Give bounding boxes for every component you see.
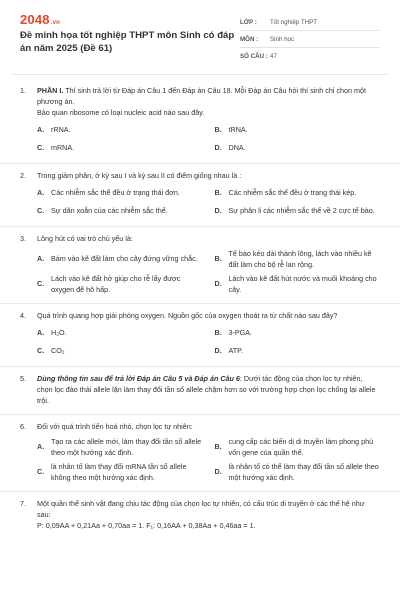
option-text: Sự dãn xoắn của các nhiễm sắc thể.	[51, 205, 168, 215]
question-4	[0, 304, 400, 367]
question-row	[20, 310, 380, 321]
question-body	[37, 373, 380, 406]
logo-main: 2048	[20, 12, 50, 27]
question-body	[37, 85, 380, 118]
question-2	[0, 164, 400, 227]
option-a[interactable]	[37, 186, 203, 200]
option-letter: C.	[37, 345, 45, 355]
option-letter: C.	[37, 279, 45, 289]
option-letter: A.	[37, 442, 45, 452]
option-letter: B.	[214, 254, 222, 264]
document-title: Đề minh họa tốt nghiệp THPT môn Sinh có đáp án năm 2025 (Đề 61)	[20, 30, 235, 54]
option-b[interactable]	[215, 186, 381, 200]
question-text: Bào quan ribosome có loại nucleic acid nào sau đây.	[37, 108, 205, 117]
question-row	[20, 373, 380, 406]
question-number: 2.	[20, 171, 26, 180]
options	[37, 123, 380, 155]
logo-suffix: .vn	[50, 20, 61, 26]
option-text: là nhân tố có thể làm thay đổi tần số allele theo một hướng xác định.	[228, 462, 379, 482]
option-text: là nhân tố làm thay đổi mRNA tần số allele không theo một hướng xác định.	[51, 462, 187, 482]
question-row	[20, 170, 380, 181]
option-text: DNA.	[228, 142, 246, 152]
question-number: 3.	[20, 234, 26, 243]
option-text: ATP.	[228, 345, 244, 355]
meta-label: SỐ CÂU :	[240, 53, 268, 60]
site-logo[interactable]	[20, 12, 235, 27]
option-letter: C.	[37, 467, 45, 477]
option-letter: D.	[214, 142, 222, 152]
option-c[interactable]	[37, 462, 203, 483]
question-row	[20, 85, 380, 118]
passage-text: : Dưới tác động của chọn lọc tự nhiên, chọn lọc đào thải allele lặn làm thay đổi tần số allele chậm hơn so với trường hợp chọn lọc chống lại allele trội.	[37, 374, 376, 405]
option-text: tRNA.	[228, 124, 248, 134]
question-5	[0, 367, 400, 415]
option-d[interactable]	[215, 141, 381, 155]
question-7	[0, 492, 400, 539]
section-label: PHẦN I.	[37, 86, 64, 95]
option-text: Tạo ra các allele mới, làm thay đổi tần số allele theo một hướng xác định.	[51, 437, 202, 457]
option-text: Tế bào kéo dài thành lông, lách vào nhiều kẽ đất làm cho bộ rễ lan rộng.	[228, 249, 372, 269]
question-body	[37, 421, 380, 432]
option-c[interactable]	[37, 204, 203, 218]
option-letter: B.	[214, 442, 222, 452]
question-number: 7.	[20, 499, 26, 508]
meta-row-count	[240, 48, 380, 65]
option-text: rRNA.	[51, 124, 71, 134]
option-letter: D.	[214, 279, 222, 289]
option-text: Sự phân li các nhiễm sắc thể về 2 cực tế bào.	[228, 205, 375, 215]
section-instructions: Thí sinh trả lời từ Đáp án Câu 1 đến Đáp án Câu 18. Mỗi Đáp án Câu hỏi thí sinh chỉ chọn một phương án.	[37, 86, 367, 106]
question-number: 6.	[20, 422, 26, 431]
option-text: Lách vào kẽ đất hở giúp cho rễ lấy được oxygen để hô hấp.	[51, 274, 181, 294]
header-left	[20, 12, 235, 74]
question-text: Một quần thể sinh vật đang chịu tác động của chọn lọc tự nhiên, có cấu trúc di truyền ở các thế hệ như sau:	[37, 499, 365, 519]
option-c[interactable]	[37, 274, 203, 295]
meta-label: LỚP :	[240, 18, 257, 26]
option-a[interactable]	[37, 437, 203, 458]
option-b[interactable]	[215, 326, 381, 340]
option-letter: D.	[214, 205, 222, 215]
meta-row-class	[240, 14, 380, 31]
question-body	[37, 498, 380, 531]
question-body	[37, 310, 380, 321]
question-subtext: P: 0,09AA + 0,21Aa + 0,70aa = 1. F₁: 0,16AA + 0,38Aa + 0,46aa = 1.	[37, 521, 256, 530]
meta-value: 47	[270, 53, 277, 60]
option-letter: C.	[37, 205, 45, 215]
question-row	[20, 421, 380, 432]
option-a[interactable]	[37, 249, 203, 270]
question-text: Đối với quá trình tiến hoá nhỏ, chọn lọc tự nhiên:	[37, 422, 193, 431]
options	[37, 437, 380, 483]
option-letter: B.	[214, 187, 222, 197]
question-number: 1.	[20, 86, 26, 95]
shared-passage	[37, 373, 380, 406]
option-text: CO₂	[51, 345, 65, 355]
option-letter: A.	[37, 187, 45, 197]
option-letter: D.	[214, 467, 222, 477]
option-b[interactable]	[215, 437, 381, 458]
header	[0, 0, 400, 74]
option-letter: A.	[37, 254, 45, 264]
question-6	[0, 415, 400, 492]
option-letter: A.	[37, 327, 45, 337]
meta-value: Tốt nghiệp THPT	[270, 18, 318, 26]
options	[37, 186, 380, 218]
option-letter: B.	[214, 327, 222, 337]
option-c[interactable]	[37, 141, 203, 155]
option-d[interactable]	[215, 344, 381, 358]
question-row	[20, 498, 380, 531]
option-c[interactable]	[37, 344, 203, 358]
passage-lead: Dùng thông tin sau để trả lời Đáp án Câu 5 và Đáp án Câu 6	[37, 374, 240, 383]
option-text: 3-PGA.	[228, 327, 253, 337]
option-text: Các nhiễm sắc thể đều ở trạng thái kép.	[228, 187, 357, 197]
options	[37, 326, 380, 358]
meta-value: Sinh học	[270, 35, 295, 43]
meta-table	[240, 14, 380, 74]
question-body	[37, 170, 380, 181]
option-d[interactable]	[215, 204, 381, 218]
question-text: Trong giảm phân, ở kỳ sau I và kỳ sau II có điểm giống nhau là :	[37, 171, 242, 180]
option-d[interactable]	[215, 462, 381, 483]
option-text: cung cấp các biến dị di truyền làm phong phú vốn gene của quần thể.	[228, 437, 374, 457]
question-text: Lông hút có vai trò chủ yếu là:	[37, 234, 133, 243]
option-text: Bám vào kẽ đất làm cho cây đứng vững chắc.	[51, 254, 198, 264]
option-text: Các nhiễm sắc thể đều ở trạng thái đơn.	[51, 187, 180, 197]
options	[37, 249, 380, 295]
option-b[interactable]	[215, 123, 381, 137]
option-letter: B.	[214, 124, 222, 134]
option-d[interactable]	[215, 274, 381, 295]
option-letter: D.	[214, 345, 222, 355]
question-body	[37, 233, 380, 244]
question-number: 5.	[20, 374, 26, 383]
option-a[interactable]	[37, 326, 203, 340]
question-intro	[37, 85, 380, 107]
option-text: mRNA.	[51, 142, 75, 152]
option-b[interactable]	[215, 249, 381, 270]
question-row	[20, 233, 380, 244]
meta-row-subject	[240, 31, 380, 48]
question-number: 4.	[20, 311, 26, 320]
option-text: Lách vào kẽ đất hút nước và muối khoáng cho cây.	[228, 274, 377, 294]
option-letter: C.	[37, 142, 45, 152]
question-1	[0, 75, 400, 164]
option-letter: A.	[37, 124, 45, 134]
meta-label: MÔN :	[240, 35, 259, 43]
question-3	[0, 227, 400, 304]
question-text: Quá trình quang hợp giải phóng oxygen. Nguồn gốc của oxygen thoát ra từ chất nào sau đây?	[37, 311, 338, 320]
option-a[interactable]	[37, 123, 203, 137]
option-text: H₂O.	[51, 327, 67, 337]
